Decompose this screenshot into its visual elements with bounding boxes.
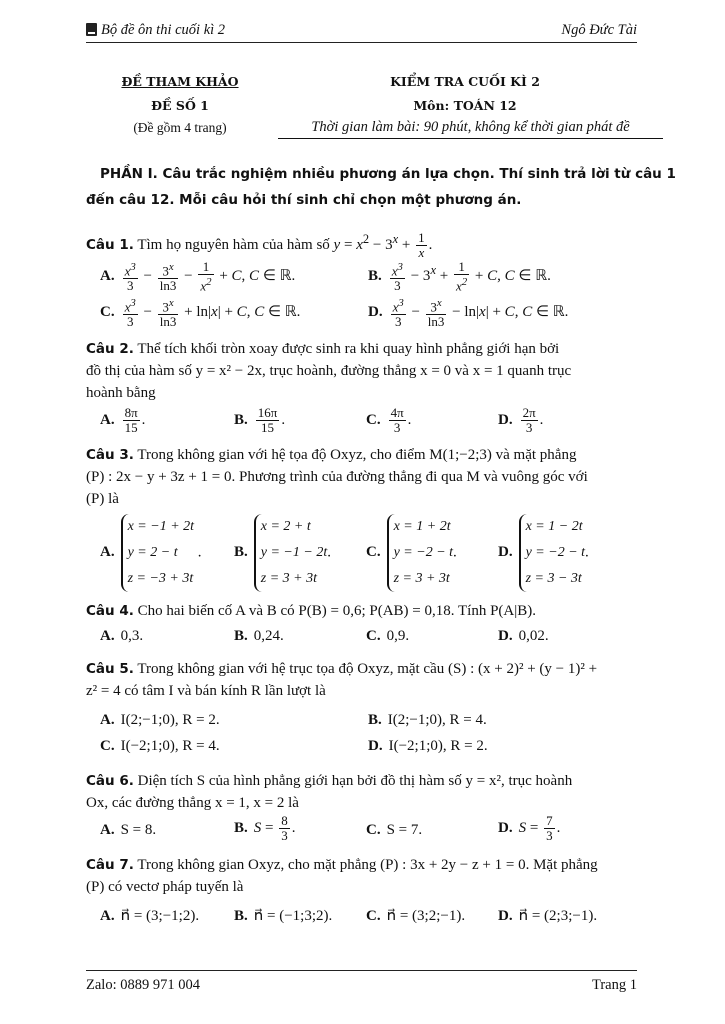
q3-line1: Câu 3. Trong không gian với hệ tọa độ Oxyz, cho điểm M(1;−2;3) và mặt phẳng [86,447,577,463]
q4-option-a[interactable]: A. 0,3. [100,628,144,644]
q7-option-b[interactable]: B. n⃗ = (−1;3;2). [234,908,333,924]
q4-option-c[interactable]: C. 0,9. [366,628,410,644]
header-right: Ngô Đức Tài [561,22,637,38]
q6-option-b[interactable]: B. S = $\frac{8}{3}$ . [234,813,296,843]
q1-option-a[interactable]: A. $\frac{x^3}{3}$ − $\frac{3^x}{\ln 3}$ − $\frac{1}{x^2}$ + C, C ∈ ℝ. [100,259,296,294]
q3-option-b[interactable]: B.x = 2 + t y = −1 − 2t z = 3 + 3t. [234,514,331,592]
q6-option-c[interactable]: C. S = 7. [366,822,423,838]
page-header [86,20,637,43]
page-number: Trang 1 [592,977,637,993]
fraction: $\frac{1}{x}$ [418,230,425,261]
exam-type: ĐỀ THAM KHẢO [121,74,239,89]
q2-line2: đồ thị của hàm số y = x² − 2x, trục hoành, đường thẳng x = 0 và x = 1 quanh trục [86,363,572,379]
q3-option-c[interactable]: C.x = 1 + 2t y = −2 − t z = 3 + 3t. [366,514,457,592]
q2-option-b[interactable]: B. $\frac{16\pi}{15}$ . [234,405,286,435]
q6-option-a[interactable]: A. S = 8. [100,822,157,838]
q1-option-b[interactable]: B. $\frac{x^3}{3}$ − $3^x$ + $\frac{1}{x^2}$ + C, C ∈ ℝ. [368,259,551,294]
q2-line1: Câu 2. Thể tích khối tròn xoay được sinh ra khi quay hình phẳng giới hạn bởi [86,341,560,357]
exam-title: KIỂM TRA CUỐI KÌ 2 [390,74,540,89]
q3-line3: (P) là [86,491,119,507]
q2-option-c[interactable]: C. $\frac{4\pi}{3}$ . [366,405,412,435]
q2-line3: hoành bằng [86,385,156,401]
exam-subject: Môn: TOÁN 12 [413,98,517,113]
question-2 [86,338,637,404]
question-3 [86,444,637,510]
exam-time: Thời gian làm bài: 90 phút, không kể thời gian phát đề [278,119,663,139]
question-7 [86,854,637,898]
footer-contact: Zalo: 0889 971 004 [86,977,200,993]
q7-option-d[interactable]: D. n⃗ = (2;3;−1). [498,908,598,924]
question-5 [86,658,637,702]
q7-line2: (P) có vectơ pháp tuyến là [86,879,244,895]
q6-line1: Câu 6. Diện tích S của hình phẳng giới hạn bởi đồ thị hàm số y = x², trục hoành [86,773,573,789]
question-1: Câu 1. Tìm họ nguyên hàm của hàm số $y = x^2 - 3^x$ + $\frac{1}{x}$ . [86,230,433,261]
q3-option-d[interactable]: D.x = 1 − 2t y = −2 − t z = 3 − 3t. [498,514,589,592]
q6-line2: Ox, các đường thẳng x = 1, x = 2 là [86,795,299,811]
q2-option-a[interactable]: A. $\frac{8\pi}{15}$ . [100,405,146,435]
q5-option-d[interactable]: D. I(−2;1;0), R = 2. [368,738,488,754]
q4-option-b[interactable]: B. 0,24. [234,628,284,644]
part-heading-line1: PHẦN I. Câu trắc nghiệm nhiều phương án lựa chọn. Thí sinh trả lời từ câu 1 [100,166,676,182]
q7-option-a[interactable]: A. n⃗ = (3;−1;2). [100,908,200,924]
q3-option-a[interactable]: A.x = −1 + 2t y = 2 − t z = −3 + 3t . [100,514,202,592]
q4-option-d[interactable]: D. 0,02. [498,628,549,644]
q5-option-b[interactable]: B. I(2;−1;0), R = 4. [368,712,487,728]
q1-option-c[interactable]: C. $\frac{x^3}{3}$ − $\frac{3^x}{\ln 3}$ + ln|x| + C, C ∈ ℝ. [100,297,301,330]
book-icon [86,23,97,36]
question-4: Câu 4. Cho hai biến cố A và B có P(B) = 0,6; P(AB) = 0,18. Tính P(A|B). [86,603,536,619]
header-left: Bộ đề ôn thi cuối kì 2 [86,22,225,39]
q5-line1: Câu 5. Trong không gian với hệ trục tọa độ Oxyz, mặt cầu (S) : (x + 2)² + (y − 1)² + [86,661,598,677]
q5-option-c[interactable]: C. I(−2;1;0), R = 4. [100,738,220,754]
q6-option-d[interactable]: D. S = $\frac{7}{3}$ . [498,813,561,843]
part-heading-line2: đến câu 12. Mỗi câu hỏi thí sinh chỉ chọn một phương án. [86,192,522,208]
question-6 [86,770,637,814]
exam-number: ĐỀ SỐ 1 [151,98,209,113]
page-footer [86,970,637,994]
page-count: (Đề gồm 4 trang) [133,120,227,135]
q7-option-c[interactable]: C. n⃗ = (3;2;−1). [366,908,466,924]
q5-option-a[interactable]: A. I(2;−1;0), R = 2. [100,712,220,728]
q5-line2: z² = 4 có tâm I và bán kính R lần lượt là [86,683,326,699]
q1-option-d[interactable]: D. $\frac{x^3}{3}$ − $\frac{3^x}{\ln 3}$ − ln|x| + C, C ∈ ℝ. [368,297,569,330]
q3-line2: (P) : 2x − y + 3z + 1 = 0. Phương trình của đường thẳng đi qua M và vuông góc với [86,469,588,485]
q7-line1: Câu 7. Trong không gian Oxyz, cho mặt phẳng (P) : 3x + 2y − z + 1 = 0. Mặt phẳng [86,857,598,873]
q2-option-d[interactable]: D. $\frac{2\pi}{3}$ . [498,405,544,435]
